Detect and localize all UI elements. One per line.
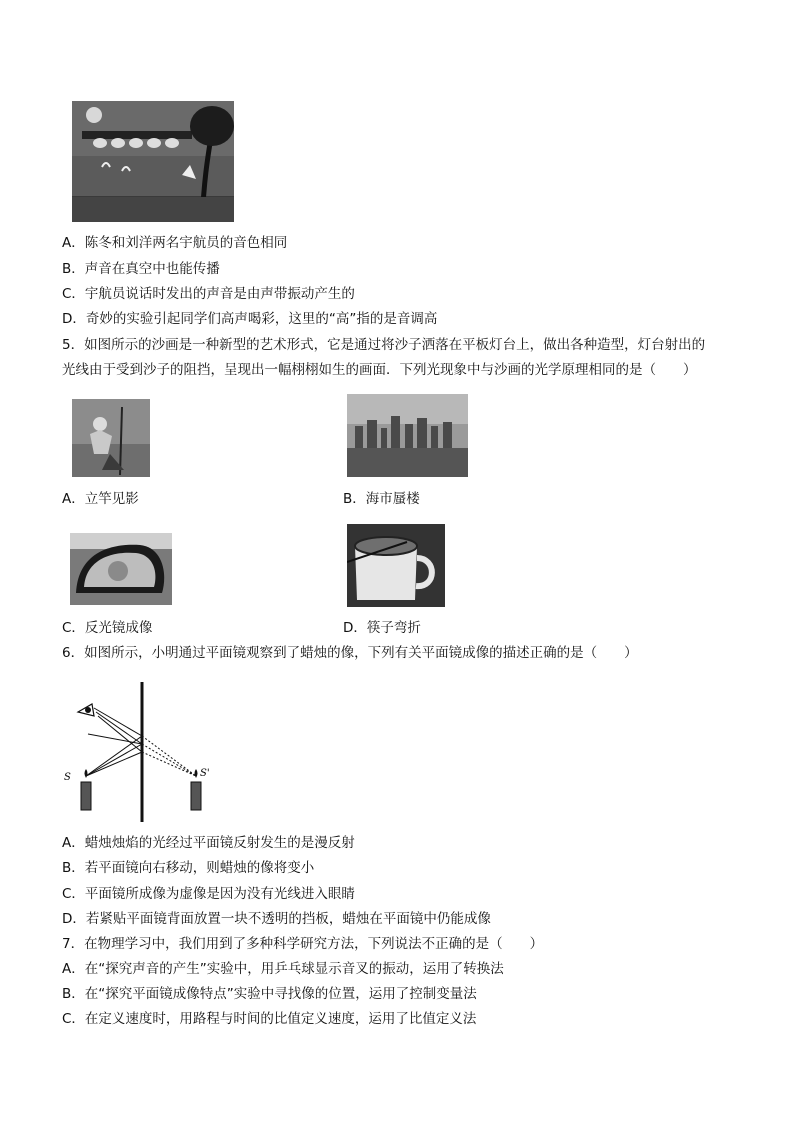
q7-option-c: C．在定义速度时，用路程与时间的比值定义速度，运用了比值定义法 [62, 1011, 477, 1027]
q5-stem-line2: 光线由于受到沙子的阻挡，呈现出一幅栩栩如生的画面．下列光现象中与沙画的光学原理相同的是（ ） [62, 362, 697, 378]
q5-option-a-label: A．立竿见影 [62, 491, 139, 507]
q5-option-d-label: D．筷子弯折 [343, 620, 421, 636]
q6-option-d: D．若紧贴平面镜背面放置一块不透明的挡板，蜡烛在平面镜中仍能成像 [62, 911, 491, 927]
q6-option-a: A．蜡烛烛焰的光经过平面镜反射发生的是漫反射 [62, 835, 355, 851]
sand-painting-bridge-image [72, 101, 234, 222]
q5-option-c-label: C．反光镜成像 [62, 620, 153, 636]
q5-option-a-image [72, 399, 150, 477]
label-s-prime: S' [200, 768, 210, 779]
q5-option-d-image [347, 524, 445, 607]
q4-option-b: B．声音在真空中也能传播 [62, 261, 220, 277]
q5-option-b-label: B．海市蜃楼 [343, 491, 420, 507]
q5-option-b-image [347, 394, 468, 477]
q6-option-b: B．若平面镜向右移动，则蜡烛的像将变小 [62, 860, 315, 876]
eye-icon [78, 704, 94, 716]
candle-object [81, 769, 91, 810]
q7-option-b: B．在“探究平面镜成像特点”实验中寻找像的位置，运用了控制变量法 [62, 986, 477, 1002]
q4-option-c: C．宇航员说话时发出的声音是由声带振动产生的 [62, 286, 355, 302]
q4-option-d: D．奇妙的实验引起同学们高声喝彩，这里的“高”指的是音调高 [62, 311, 438, 327]
q4-option-a: A．陈冬和刘洋两名宇航员的音色相同 [62, 235, 288, 251]
q7-stem: 7．在物理学习中，我们用到了多种科学研究方法，下列说法不正确的是（ ） [62, 936, 544, 952]
q6-mirror-diagram [60, 678, 230, 828]
q5-option-c-image [70, 533, 172, 605]
q6-option-c: C．平面镜所成像为虚像是因为没有光线进入眼睛 [62, 886, 355, 902]
label-s: S [64, 772, 71, 783]
q5-stem-line1: 5．如图所示的沙画是一种新型的艺术形式，它是通过将沙子洒落在平板灯台上，做出各种造型，灯台射出的 [62, 337, 706, 353]
q6-stem: 6．如图所示，小明通过平面镜观察到了蜡烛的像，下列有关平面镜成像的描述正确的是（ ） [62, 645, 638, 661]
q7-option-a: A．在“探究声音的产生”实验中，用乒乓球显示音叉的振动，运用了转换法 [62, 961, 504, 977]
